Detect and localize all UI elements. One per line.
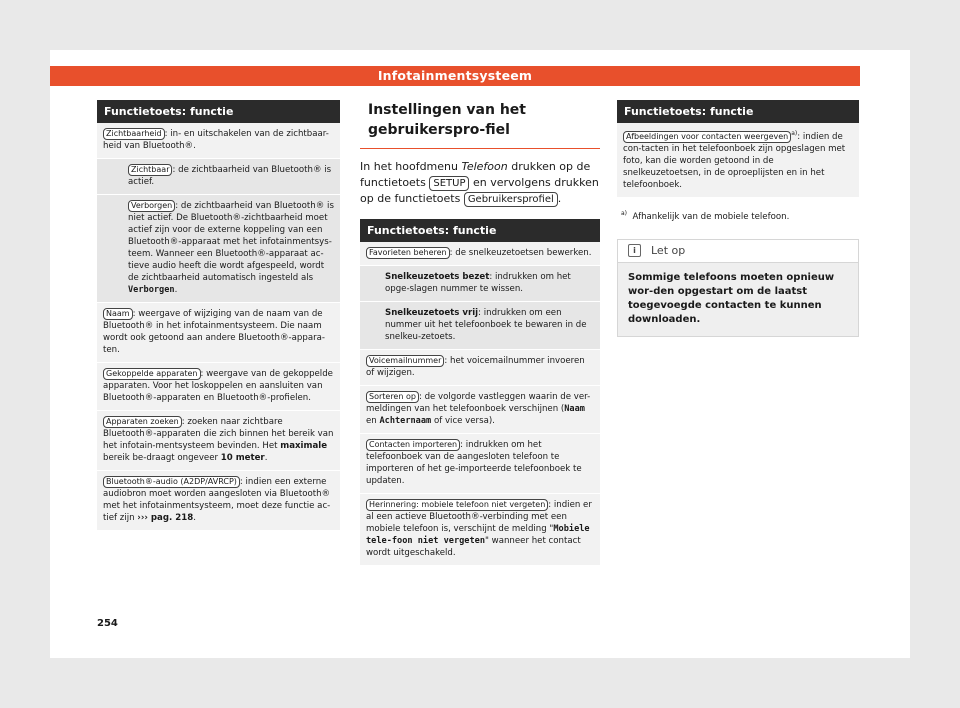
table-row: Favorieten beheren : de snelkeuzetoetsen bewerken.: [360, 242, 600, 266]
page-reference[interactable]: ››› pag. 218: [137, 513, 194, 523]
function-key: Gekoppelde apparaten: [103, 368, 201, 380]
function-key: Zichtbaarheid: [103, 128, 165, 140]
setup-key: SETUP: [429, 176, 469, 191]
table-row: Voicemailnummer : het voicemailnummer invoeren of wijzigen.: [360, 350, 600, 386]
table-row: Zichtbaarheid : in- en uitschakelen van de zichtbaar-heid van Bluetooth®.: [97, 123, 340, 159]
function-key: Verborgen: [128, 200, 175, 212]
section-header: [50, 66, 860, 86]
function-key: Favorieten beheren: [366, 247, 450, 259]
table-header: Functietoets: functie: [97, 100, 340, 123]
table-row: Afbeeldingen voor contacten weergeven $^{a)}$: indien de con-tacten in het telefoonboek zijn opgeslagen met foto, kan die worden getoond in de snelkeuzetoetsen, in de oproeplijsten en in het telefoonboek.: [617, 123, 859, 198]
table-row: Contacten importeren : indrukken om het telefoonboek van de aangesloten telefoon te importeren of het ge-importeerde telefoonboek te updaten.: [360, 434, 600, 494]
note-header: [618, 240, 858, 263]
table-header: Functietoets: functie: [617, 100, 859, 123]
function-key: Zichtbaar: [128, 164, 172, 176]
table-header: Functietoets: functie: [360, 219, 600, 242]
section-title: Infotainmentsysteem: [377, 68, 533, 83]
table-row: Snelkeuzetoets bezet: indrukken om het opge-slagen nummer te wissen.: [360, 266, 600, 302]
table-row: Snelkeuzetoets vrij: indrukken om een nummer uit het telefoonboek te bewaren in de snelkeu-zetoets.: [360, 302, 600, 350]
table-row: Gekoppelde apparaten : weergave van de gekoppelde apparaten. Voor het loskoppelen en aansluiten van Bluetooth®-apparaten en Bluetooth®-profielen.: [97, 363, 340, 411]
table-row: Apparaten zoeken : zoeken naar zichtbare Bluetooth®-apparaten die zich binnen het bereik van het infotain-mentsysteem bevinden. Het maximale bereik be-draagt ongeveer 10 meter.: [97, 411, 340, 471]
column-right: [617, 100, 859, 337]
column-middle: [360, 100, 600, 566]
table-row: Verborgen : de zichtbaarheid van Bluetooth® is niet actief. De Bluetooth®-zichtbaarheid moet actief zijn voor de externe koppeling van een Bluetooth®-apparaat met het infotainmentsys-teem. Wanneer een Bluetooth®-apparaat ac-tieve audio heeft die wordt afgespeeld, wordt de zichtbaarheid automatisch ingesteld als Verborgen.: [97, 195, 340, 303]
user-profile-key: Gebruikersprofiel: [464, 192, 558, 207]
column-left: [97, 100, 340, 531]
note-box: [617, 239, 859, 337]
function-key: Naam: [103, 308, 133, 320]
note-body: Sommige telefoons moeten opnieuw wor-den opgestart om de laatst toegevoegde contacten te kunnen downloaden.: [618, 263, 858, 336]
function-key: Sorteren op: [366, 391, 419, 403]
table-row: Bluetooth®-audio (A2DP/AVRCP) : indien een externe audiobron moet worden aangesloten via Bluetooth® met het infotainmentsysteem, moet deze functie ac-tief zijn ››› pag. 218.: [97, 471, 340, 531]
page-number: 254: [97, 618, 118, 629]
function-key: Voicemailnummer: [366, 355, 444, 367]
table-row: Herinnering: mobiele telefoon niet vergeten : indien er al een actieve Bluetooth®-verbinding met een mobiele telefoon is, verschijnt de melding "Mobiele tele-foon niet vergeten" wanneer het contact wordt uitgeschakeld.: [360, 494, 600, 566]
note-title: Let op: [651, 243, 686, 257]
table-row: Zichtbaar : de zichtbaarheid van Bluetooth® is actief.: [97, 159, 340, 195]
table-row: Naam : weergave of wijziging van de naam van de Bluetooth® in het infotainmentsysteem. Die naam wordt ook getoond aan andere Bluetooth®-appara-ten.: [97, 303, 340, 363]
footnote: $^{a)}$ Afhankelijk van de mobiele telefoon.: [621, 209, 790, 222]
function-key: Afbeeldingen voor contacten weergeven: [623, 131, 791, 143]
function-key: Herinnering: mobiele telefoon niet vergeten: [366, 499, 548, 511]
function-key: Apparaten zoeken: [103, 416, 182, 428]
section-heading: Instellingen van het gebruikerspro-fiel: [360, 100, 600, 149]
intro-paragraph: In het hoofdmenu Telefoon drukken op de functietoets SETUP en vervolgens drukken op de functietoets Gebruikersprofiel .: [360, 160, 599, 205]
info-icon: i: [628, 244, 641, 257]
function-key: Contacten importeren: [366, 439, 460, 451]
function-key: Bluetooth®-audio (A2DP/AVRCP): [103, 476, 240, 488]
table-row: Sorteren op : de volgorde vastleggen waarin de ver-meldingen van het telefoonboek verschijnen (Naam en Achternaam of vice versa).: [360, 386, 600, 434]
